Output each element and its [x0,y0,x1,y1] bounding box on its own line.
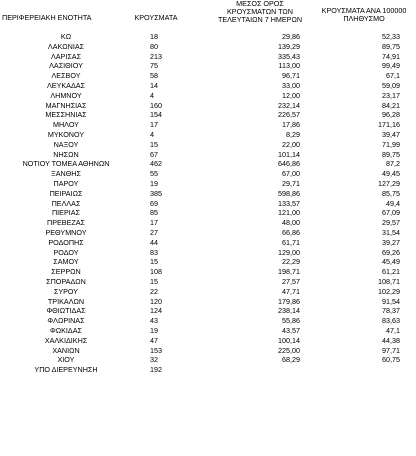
cases-cell: 108 [150,267,162,277]
table-row [0,365,416,375]
region-cell: ΞΑΝΘΗΣ [51,169,81,179]
cases-cell: 80 [150,41,158,51]
rate-cell: 91,54 [382,296,400,306]
average-cell: 232,14 [278,100,300,110]
region-cell: ΠΡΕΒΕΖΑΣ [47,218,85,228]
region-cell: ΦΩΚΙΔΑΣ [50,325,82,335]
average-cell: 67,00 [282,169,300,179]
cases-cell: 4 [150,90,154,100]
table-row [0,297,416,307]
cases-cell: 160 [150,100,162,110]
average-cell: 133,57 [278,198,300,208]
table-row [0,267,416,277]
cases-cell: 385 [150,188,162,198]
table-row [0,91,416,101]
average-cell: 113,00 [278,61,300,71]
table-row [0,150,416,160]
cases-cell: 17 [150,218,158,228]
average-cell: 47,71 [282,286,300,296]
average-cell: 29,71 [282,178,300,188]
average-cell: 66,86 [282,227,300,237]
cases-cell: 192 [150,365,162,375]
average-cell: 226,57 [278,110,300,120]
average-cell: 29,86 [282,32,300,41]
average-cell: 33,00 [282,80,300,90]
table-row [0,355,416,365]
cases-cell: 58 [150,71,158,81]
rate-cell: 49,45 [382,169,400,179]
table-row [0,169,416,179]
cases-cell: 83 [150,247,158,257]
region-cell: ΛΑΡΙΣΑΣ [50,51,82,61]
region-cell: ΤΡΙΚΑΛΩΝ [47,296,85,306]
rate-cell: 89,75 [382,149,400,159]
table-row [0,238,416,248]
region-cell: ΧΑΛΚΙΔΙΚΗΣ [44,335,88,345]
region-cell: ΣΠΟΡΑΔΩΝ [46,276,86,286]
cases-cell: 43 [150,316,158,326]
region-cell: ΡΟΔΟΠΗΣ [48,237,84,247]
table-row [0,159,416,169]
average-cell: 238,14 [278,306,300,316]
average-cell: 48,00 [282,218,300,228]
rate-cell: 52,33 [382,32,400,41]
region-cell: ΠΕΛΛΑΣ [51,198,81,208]
cases-cell: 15 [150,257,158,267]
header-region: ΠΕΡΙΦΕΡΕΙΑΚΗ ΕΝΟΤΗΤΑ [2,13,92,22]
cases-cell: 120 [150,296,162,306]
cases-cell: 213 [150,51,162,61]
cases-cell: 22 [150,286,158,296]
cases-cell: 124 [150,306,162,316]
header-7day-average: ΜΕΣΟΣ ΟΡΟΣ ΚΡΟΥΣΜΑΤΩΝ ΤΩΝ ΤΕΛΕΥΤΑΙΩΝ 7 ΗΜΕΡΩΝ [217,0,303,24]
rate-cell: 87,2 [386,159,400,169]
cases-cell: 153 [150,345,162,355]
average-cell: 22,00 [282,139,300,149]
table-row [0,110,416,120]
cases-cell: 75 [150,61,158,71]
region-cell: ΦΛΩΡΙΝΑΣ [47,316,85,326]
rate-cell: 69,26 [382,247,400,257]
rate-cell: 60,75 [382,355,400,365]
average-cell: 27,57 [282,276,300,286]
average-cell: 335,43 [278,51,300,61]
region-cell: ΥΠΟ ΔΙΕΡΕΥΝΗΣΗ [34,365,98,375]
region-cell: ΣΑΜΟΥ [53,257,79,267]
region-cell: ΛΑΣΙΘΙΟΥ [49,61,83,71]
table-row [0,306,416,316]
rate-cell: 99,49 [382,61,400,71]
region-cell: ΡΕΘΥΜΝΟΥ [45,227,87,237]
region-cell: ΜΥΚΟΝΟΥ [47,129,85,139]
rate-cell: 83,63 [382,316,400,326]
average-cell: 68,29 [282,355,300,365]
rate-cell: 171,16 [378,120,400,130]
average-cell: 129,00 [278,247,300,257]
table-row [0,71,416,81]
cases-cell: 4 [150,129,154,139]
average-cell: 101,14 [278,149,300,159]
rate-cell: 96,28 [382,110,400,120]
table-row [0,101,416,111]
rate-cell: 108,71 [378,276,400,286]
cases-cell: 44 [150,237,158,247]
rate-cell: 89,75 [382,41,400,51]
region-cell: ΛΕΣΒΟΥ [51,71,81,81]
region-cell: ΜΕΣΣΗΝΙΑΣ [45,110,87,120]
region-cell: ΠΑΡΟΥ [53,178,79,188]
average-cell: 598,86 [278,188,300,198]
average-cell: 17,86 [282,120,300,130]
region-cell: ΣΕΡΡΩΝ [51,267,81,277]
cases-cell: 462 [150,159,162,169]
region-cell: ΠΙΕΡΙΑΣ [51,208,80,218]
table-body [0,32,416,375]
rate-cell: 29,57 [382,218,400,228]
region-cell: ΜΗΛΟΥ [53,120,79,130]
rate-cell: 39,27 [382,237,400,247]
rate-cell: 102,29 [378,286,400,296]
table-row [0,277,416,287]
rate-cell: 67,09 [382,208,400,218]
average-cell: 179,86 [278,296,300,306]
table-row [0,287,416,297]
rate-cell: 49,4 [386,198,400,208]
region-cell: ΝΟΤΙΟΥ ΤΟΜΕΑ ΑΘΗΝΩΝ [22,159,110,169]
rate-cell: 84,21 [382,100,400,110]
rate-cell: 85,75 [382,188,400,198]
region-cell: ΜΑΓΝΗΣΙΑΣ [45,100,87,110]
region-cell: ΧΙΟΥ [57,355,75,365]
rate-cell: 31,54 [382,227,400,237]
rate-cell: 78,37 [382,306,400,316]
rate-cell: 71,99 [382,139,400,149]
cases-cell: 19 [150,325,158,335]
average-cell: 43,57 [282,325,300,335]
region-cell: ΦΘΙΩΤΙΔΑΣ [46,306,86,316]
rate-cell: 39,47 [382,129,400,139]
region-cell: ΝΑΞΟΥ [53,139,79,149]
cases-cell: 15 [150,276,158,286]
header-rate-per-100k: ΚΡΟΥΣΜΑΤΑ ΑΝΑ 100000 ΠΛΗΘΥΣΜΟ [321,6,407,23]
table-row [0,52,416,62]
region-cell: ΧΑΝΙΩΝ [52,345,80,355]
table-row [0,316,416,326]
table-row [0,130,416,140]
average-cell: 225,00 [278,345,300,355]
rate-cell: 61,21 [382,267,400,277]
average-cell: 55,86 [282,316,300,326]
table-row [0,81,416,91]
table-row [0,346,416,356]
cases-cell: 14 [150,80,158,90]
table-row [0,248,416,258]
table-row [0,140,416,150]
region-cell: ΣΥΡΟΥ [53,286,79,296]
table-row [0,32,416,42]
region-cell: ΡΟΔΟΥ [53,247,79,257]
table-row [0,326,416,336]
cases-cell: 69 [150,198,158,208]
table-row [0,336,416,346]
rate-cell: 47,1 [386,325,400,335]
region-cell: ΛΕΥΚΑΔΑΣ [46,80,85,90]
table-row [0,228,416,238]
table-row [0,189,416,199]
average-cell: 96,71 [282,71,300,81]
cases-cell: 18 [150,32,158,41]
rate-cell: 45,49 [382,257,400,267]
cases-cell: 67 [150,149,158,159]
average-cell: 121,00 [278,208,300,218]
region-cell: ΛΑΚΩΝΙΑΣ [47,41,85,51]
cases-cell: 19 [150,178,158,188]
region-cell: ΝΗΣΩΝ [53,149,79,159]
average-cell: 198,71 [278,267,300,277]
region-cell: ΛΗΜΝΟΥ [50,90,82,100]
average-cell: 61,71 [282,237,300,247]
table-row [0,199,416,209]
cases-cell: 15 [150,139,158,149]
rate-cell: 23,17 [382,90,400,100]
cases-cell: 17 [150,120,158,130]
region-cell: ΠΕΙΡΑΙΩΣ [49,188,83,198]
average-cell: 646,86 [278,159,300,169]
table-row [0,208,416,218]
table-row [0,120,416,130]
cases-cell: 47 [150,335,158,345]
cases-cell: 27 [150,227,158,237]
cases-cell: 85 [150,208,158,218]
average-cell: 12,00 [282,90,300,100]
header-cases: ΚΡΟΥΣΜΑΤΑ [134,13,178,22]
table-row [0,179,416,189]
rate-cell: 97,71 [382,345,400,355]
table-row [0,257,416,267]
rate-cell: 44,38 [382,335,400,345]
rate-cell: 59,09 [382,80,400,90]
cases-cell: 55 [150,169,158,179]
cases-cell: 32 [150,355,158,365]
cases-cell: 154 [150,110,162,120]
table-row [0,218,416,228]
average-cell: 22,29 [282,257,300,267]
average-cell: 8,29 [286,129,300,139]
rate-cell: 67,1 [386,71,400,81]
average-cell: 100,14 [278,335,300,345]
rate-cell: 74,91 [382,51,400,61]
region-cell: ΚΩ [60,32,72,41]
table-row [0,42,416,52]
rate-cell: 127,29 [378,178,400,188]
average-cell: 139,29 [278,41,300,51]
table-row [0,61,416,71]
